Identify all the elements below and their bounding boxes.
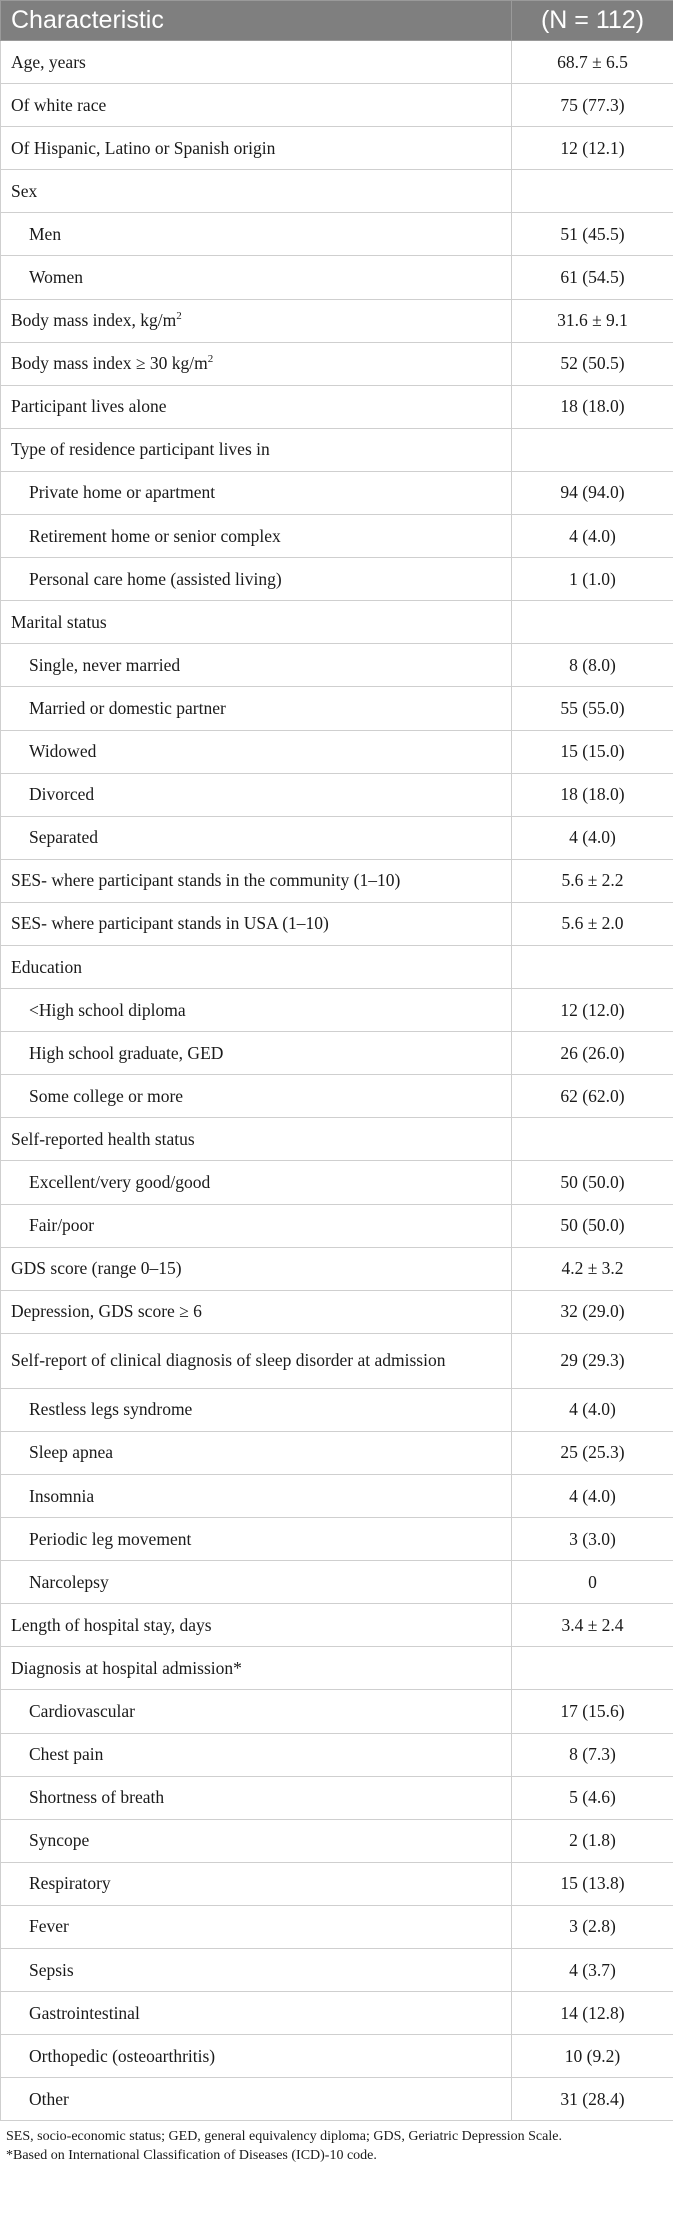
- header-characteristic: Characteristic: [1, 1, 512, 41]
- row-label-text: Excellent/very good/good: [29, 1171, 211, 1192]
- row-label: [1, 1819, 512, 1862]
- row-label-text: Type of residence participant lives in: [11, 439, 270, 460]
- table-row: [1, 1819, 673, 1862]
- row-label-text: SES- where participant stands in the community (1–10): [11, 870, 401, 891]
- row-value: 8 (7.3): [512, 1733, 673, 1776]
- row-label-text: Orthopedic (osteoarthritis): [29, 2045, 216, 2066]
- row-value: [512, 428, 673, 471]
- row-label: [1, 127, 512, 170]
- table-row: [1, 1905, 673, 1948]
- row-value: 0: [512, 1561, 673, 1604]
- row-label: [1, 1161, 512, 1204]
- row-label-text: Separated: [29, 827, 98, 848]
- header-n: (N = 112): [512, 1, 673, 41]
- row-label: [1, 1647, 512, 1690]
- row-label-text: Depression, GDS score ≥ 6: [11, 1301, 202, 1322]
- row-value: 5.6 ± 2.0: [512, 902, 673, 945]
- row-label-text: Periodic leg movement: [29, 1528, 192, 1549]
- row-value: 4.2 ± 3.2: [512, 1247, 673, 1290]
- row-value: [512, 601, 673, 644]
- row-value: 8 (8.0): [512, 644, 673, 687]
- row-label: [1, 385, 512, 428]
- row-label-text: Restless legs syndrome: [29, 1399, 193, 1420]
- table-row: [1, 1118, 673, 1161]
- row-value: 52 (50.5): [512, 342, 673, 385]
- row-label: [1, 1992, 512, 2035]
- table-row: [1, 1247, 673, 1290]
- table-row: [1, 2078, 673, 2121]
- row-label: [1, 1604, 512, 1647]
- footnote-abbreviations: SES, socio-economic status; GED, general equivalency diploma; GDS, Geriatric Depression Scale.: [6, 2129, 562, 2145]
- table-row: [1, 1949, 673, 1992]
- table-row: [1, 41, 673, 84]
- row-label-text: Some college or more: [29, 1085, 184, 1106]
- row-value: [512, 170, 673, 213]
- row-label: [1, 1290, 512, 1333]
- table-row: [1, 816, 673, 859]
- row-value: 18 (18.0): [512, 773, 673, 816]
- row-value: 3.4 ± 2.4: [512, 1604, 673, 1647]
- row-label-text: Men: [29, 223, 62, 244]
- table-row: [1, 1862, 673, 1905]
- table-body: [1, 41, 673, 2121]
- row-label-text: Insomnia: [29, 1485, 95, 1506]
- row-value: 12 (12.0): [512, 989, 673, 1032]
- table-row: [1, 385, 673, 428]
- row-label-text: Length of hospital stay, days: [11, 1614, 212, 1635]
- row-label: [1, 515, 512, 558]
- table-row: [1, 127, 673, 170]
- row-label: [1, 945, 512, 988]
- row-value: 1 (1.0): [512, 558, 673, 601]
- row-label: [1, 989, 512, 1032]
- row-label-text: Body mass index, kg/m: [11, 310, 177, 331]
- table-row: [1, 687, 673, 730]
- row-label-text: Shortness of breath: [29, 1787, 165, 1808]
- table-row: [1, 1333, 673, 1388]
- row-value: 32 (29.0): [512, 1290, 673, 1333]
- table-row: [1, 170, 673, 213]
- row-label: [1, 816, 512, 859]
- row-value: 10 (9.2): [512, 2035, 673, 2078]
- row-label: [1, 1475, 512, 1518]
- row-label: [1, 601, 512, 644]
- footnotes: [0, 2121, 673, 2165]
- row-label: [1, 1949, 512, 1992]
- row-label-text: Single, never married: [29, 654, 181, 675]
- row-label: [1, 1733, 512, 1776]
- table-row: [1, 1604, 673, 1647]
- row-value: 4 (4.0): [512, 816, 673, 859]
- table-row: [1, 299, 673, 342]
- table-row: [1, 471, 673, 514]
- row-label-text: Sepsis: [29, 1959, 74, 1980]
- table-row: [1, 644, 673, 687]
- row-value: 15 (13.8): [512, 1862, 673, 1905]
- table-row: [1, 1647, 673, 1690]
- row-value: 4 (4.0): [512, 515, 673, 558]
- row-label-text: Fever: [29, 1916, 69, 1937]
- footnote-asterisk: *Based on International Classification of Diseases (ICD)-10 code.: [6, 2148, 377, 2164]
- row-label-text: Of Hispanic, Latino or Spanish origin: [11, 137, 276, 158]
- table-row: [1, 558, 673, 601]
- row-label: [1, 299, 512, 342]
- row-label-superscript: 2: [207, 353, 214, 366]
- table-row: [1, 730, 673, 773]
- table-row: [1, 1204, 673, 1247]
- table-row: [1, 1075, 673, 1118]
- row-value: 4 (4.0): [512, 1388, 673, 1431]
- row-value: 3 (2.8): [512, 1905, 673, 1948]
- table-row: [1, 428, 673, 471]
- row-label: [1, 644, 512, 687]
- row-value: 5 (4.6): [512, 1776, 673, 1819]
- row-label-text: SES- where participant stands in USA (1–10): [11, 913, 329, 934]
- row-label: [1, 1776, 512, 1819]
- row-value: 3 (3.0): [512, 1518, 673, 1561]
- row-label-text: Respiratory: [29, 1873, 111, 1894]
- row-label-text: Syncope: [29, 1830, 90, 1851]
- row-value: 31.6 ± 9.1: [512, 299, 673, 342]
- row-label-text: Sleep apnea: [29, 1442, 114, 1463]
- row-label-text: Self-report of clinical diagnosis of sleep disorder at admission: [11, 1350, 446, 1371]
- row-label-text: Of white race: [11, 94, 107, 115]
- row-label-text: Cardiovascular: [29, 1701, 135, 1722]
- row-label-text: Narcolepsy: [29, 1571, 109, 1592]
- row-label: [1, 1333, 512, 1388]
- row-value: 50 (50.0): [512, 1161, 673, 1204]
- row-label: [1, 342, 512, 385]
- row-value: 68.7 ± 6.5: [512, 41, 673, 84]
- row-label: [1, 2078, 512, 2121]
- row-label-text: Other: [29, 2088, 69, 2109]
- table-row: [1, 1733, 673, 1776]
- row-label: [1, 471, 512, 514]
- row-label: [1, 730, 512, 773]
- row-label-text: Private home or apartment: [29, 482, 216, 503]
- row-value: 31 (28.4): [512, 2078, 673, 2121]
- table-row: [1, 1161, 673, 1204]
- row-label: [1, 1032, 512, 1075]
- row-label: [1, 902, 512, 945]
- row-label: [1, 1561, 512, 1604]
- row-label: [1, 687, 512, 730]
- table-row: [1, 1032, 673, 1075]
- row-value: 51 (45.5): [512, 213, 673, 256]
- table-row: [1, 1776, 673, 1819]
- row-label: [1, 1518, 512, 1561]
- row-label: [1, 1204, 512, 1247]
- row-value: 61 (54.5): [512, 256, 673, 299]
- row-value: 94 (94.0): [512, 471, 673, 514]
- row-value: 50 (50.0): [512, 1204, 673, 1247]
- row-value: [512, 1118, 673, 1161]
- row-label: [1, 428, 512, 471]
- row-label: [1, 1431, 512, 1474]
- row-label: [1, 859, 512, 902]
- table-row: [1, 1431, 673, 1474]
- row-label-text: Chest pain: [29, 1744, 104, 1765]
- row-label: [1, 1388, 512, 1431]
- row-value: [512, 1647, 673, 1690]
- table-row: [1, 256, 673, 299]
- table-row: [1, 2035, 673, 2078]
- row-label-text: Personal care home (assisted living): [29, 568, 282, 589]
- row-label-text: GDS score (range 0–15): [11, 1258, 182, 1279]
- row-value: 15 (15.0): [512, 730, 673, 773]
- table-row: [1, 1992, 673, 2035]
- row-label-text: Body mass index ≥ 30 kg/m: [11, 353, 208, 374]
- row-label: [1, 1075, 512, 1118]
- table-row: [1, 989, 673, 1032]
- row-label-text: Education: [11, 956, 82, 977]
- row-label-text: Marital status: [11, 611, 107, 632]
- table-row: [1, 213, 673, 256]
- row-value: 5.6 ± 2.2: [512, 859, 673, 902]
- row-value: 4 (3.7): [512, 1949, 673, 1992]
- table-row: [1, 859, 673, 902]
- row-label-text: Divorced: [29, 784, 95, 805]
- row-label: [1, 41, 512, 84]
- table-row: [1, 342, 673, 385]
- row-value: 18 (18.0): [512, 385, 673, 428]
- table-row: [1, 1690, 673, 1733]
- table-row: [1, 1518, 673, 1561]
- row-label: [1, 1690, 512, 1733]
- row-value: 25 (25.3): [512, 1431, 673, 1474]
- table-row: [1, 1475, 673, 1518]
- table-row: [1, 1388, 673, 1431]
- row-value: 4 (4.0): [512, 1475, 673, 1518]
- row-value: 14 (12.8): [512, 1992, 673, 2035]
- row-label-text: Sex: [11, 180, 38, 201]
- row-label-text: Diagnosis at hospital admission*: [11, 1657, 242, 1678]
- row-label: [1, 1862, 512, 1905]
- table-row: [1, 773, 673, 816]
- row-label: [1, 773, 512, 816]
- row-label-text: Gastrointestinal: [29, 2002, 140, 2023]
- row-value: 12 (12.1): [512, 127, 673, 170]
- row-label-text: Self-reported health status: [11, 1128, 195, 1149]
- table-row: [1, 945, 673, 988]
- row-label: [1, 2035, 512, 2078]
- row-label-text: Married or domestic partner: [29, 697, 226, 718]
- row-label: [1, 84, 512, 127]
- row-value: 17 (15.6): [512, 1690, 673, 1733]
- row-label: [1, 213, 512, 256]
- row-value: 55 (55.0): [512, 687, 673, 730]
- table-row: [1, 1561, 673, 1604]
- row-value: 26 (26.0): [512, 1032, 673, 1075]
- row-label-text: <High school diploma: [29, 999, 186, 1020]
- row-label-text: Widowed: [29, 741, 97, 762]
- row-value: 62 (62.0): [512, 1075, 673, 1118]
- table-row: [1, 902, 673, 945]
- table-row: [1, 84, 673, 127]
- row-value: [512, 945, 673, 988]
- table-row: [1, 515, 673, 558]
- row-label-text: Women: [29, 267, 83, 288]
- row-label: [1, 1118, 512, 1161]
- row-label-text: Participant lives alone: [11, 396, 167, 417]
- table-row: [1, 601, 673, 644]
- table-row: [1, 1290, 673, 1333]
- row-label-text: Retirement home or senior complex: [29, 525, 281, 546]
- row-value: 75 (77.3): [512, 84, 673, 127]
- row-label-text: High school graduate, GED: [29, 1042, 224, 1063]
- row-label-text: Fair/poor: [29, 1215, 95, 1236]
- row-label-superscript: 2: [176, 310, 182, 323]
- row-label: [1, 170, 512, 213]
- row-label: [1, 1247, 512, 1290]
- row-label: [1, 558, 512, 601]
- row-value: 29 (29.3): [512, 1333, 673, 1388]
- row-label: [1, 256, 512, 299]
- table-header-row: [1, 1, 673, 41]
- row-label: [1, 1905, 512, 1948]
- row-value: 2 (1.8): [512, 1819, 673, 1862]
- row-label-text: Age, years: [11, 51, 86, 72]
